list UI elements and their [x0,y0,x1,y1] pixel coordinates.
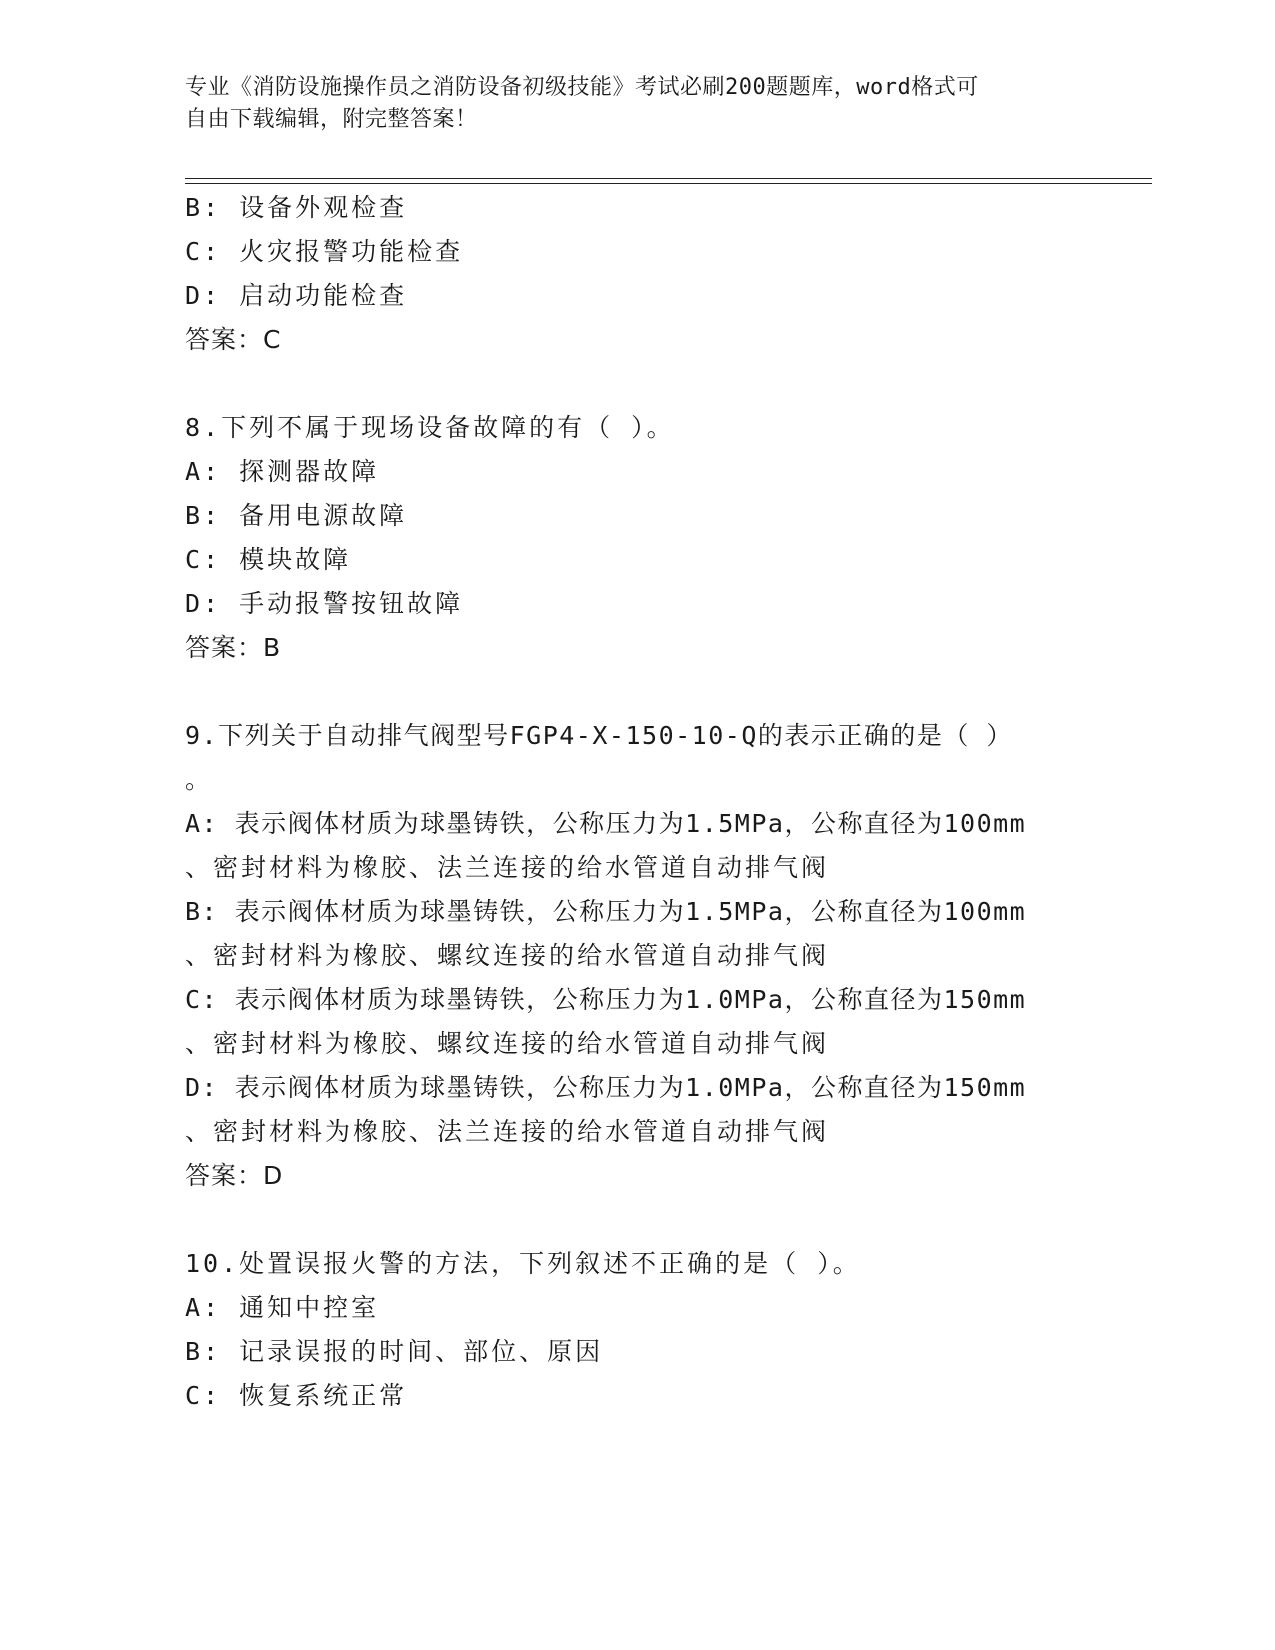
q9-option-a-line-2: 、密封材料为橡胶、法兰连接的给水管道自动排气阀 [185,853,830,882]
q7-option-d: D: 启动功能检查 [185,281,408,310]
q7-option-c: C: 火灾报警功能检查 [185,237,464,266]
q7-option-b: B: 设备外观检查 [185,193,408,222]
q9-option-b-line-2: 、密封材料为橡胶、螺纹连接的给水管道自动排气阀 [185,941,830,970]
q9-option-c-line-2: 、密封材料为橡胶、螺纹连接的给水管道自动排气阀 [185,1029,830,1058]
q9-stem-line-1: 9.下列关于自动排气阀型号FGP4-X-150-10-Q的表示正确的是（ ） [185,721,1013,750]
q9-stem-line-2: 。 [185,765,214,794]
document-header [185,72,1065,136]
header-divider-bottom [185,183,1152,184]
q8-option-b: B: 备用电源故障 [185,501,408,530]
q9-option-c-line-1: C: 表示阀体材质为球墨铸铁，公称压力为1.0MPa，公称直径为150mm [185,985,1027,1014]
q8-answer: 答案：B [185,633,282,662]
q9-answer: 答案：D [185,1161,284,1190]
header-line-2: 自由下载编辑，附完整答案！ [185,107,478,132]
q10-option-c: C: 恢复系统正常 [185,1381,408,1410]
q8-stem: 8.下列不属于现场设备故障的有（ ）。 [185,413,675,442]
q10-option-a: A: 通知中控室 [185,1293,380,1322]
q8-option-c: C: 模块故障 [185,545,352,574]
q9-option-d-line-1: D: 表示阀体材质为球墨铸铁，公称压力为1.0MPa，公称直径为150mm [185,1073,1027,1102]
q7-answer: 答案：C [185,325,282,354]
q10-stem: 10.处置误报火警的方法，下列叙述不正确的是（ ）。 [185,1249,861,1278]
header-line-1: 专业《消防设施操作员之消防设备初级技能》考试必刷200题题库，word格式可 [185,75,979,100]
header-divider-top [185,178,1152,179]
q10-option-b: B: 记录误报的时间、部位、原因 [185,1337,604,1366]
q8-option-a: A: 探测器故障 [185,457,380,486]
q8-option-d: D: 手动报警按钮故障 [185,589,464,618]
q9-option-b-line-1: B: 表示阀体材质为球墨铸铁，公称压力为1.5MPa，公称直径为100mm [185,897,1027,926]
q9-option-a-line-1: A: 表示阀体材质为球墨铸铁，公称压力为1.5MPa，公称直径为100mm [185,809,1027,838]
q9-option-d-line-2: 、密封材料为橡胶、法兰连接的给水管道自动排气阀 [185,1117,830,1146]
